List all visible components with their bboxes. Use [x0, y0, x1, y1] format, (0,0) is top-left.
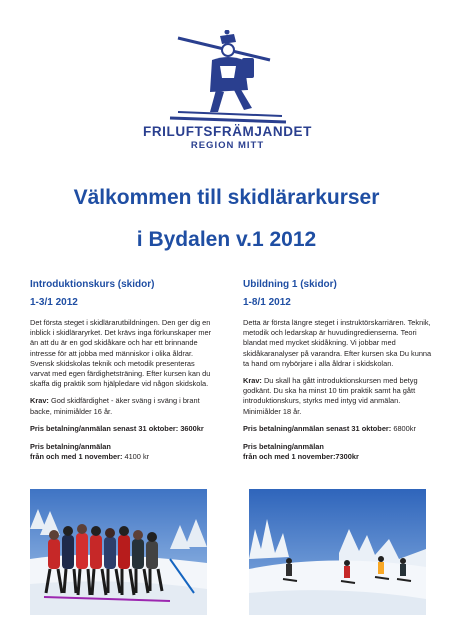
course-training-price-late [243, 442, 433, 462]
course-intro-price-early [30, 424, 213, 434]
course-training-price-late-label1: Pris betalning/anmälan [243, 442, 324, 452]
course-intro-heading: Introduktionskurs (skidor) [30, 279, 155, 290]
course-training-req-text: Du skall ha gått introduktionskursen med betyg godkänt. Du ska ha minst 10 tim praktik samt ha gått introduktionskurs, styrks med intyg vid anmälan. Minimiålder 18 år. [243, 376, 418, 416]
slope-skiers-photo [249, 489, 426, 615]
course-training-price-late-label2: från och med 1 november:7300kr [243, 452, 359, 462]
skier-mascot-icon [160, 30, 296, 130]
course-intro-price-late [30, 442, 213, 462]
course-intro-dates: 1-3/1 2012 [30, 297, 78, 308]
course-training-price-early-value: 6800kr [391, 423, 416, 433]
course-intro-req-text: God skidfärdighet - äker sväng i sväng i brant backe, minimiålder 16 år. [30, 396, 200, 416]
course-training-price-early [243, 424, 433, 434]
group-skiers-photo [30, 489, 207, 615]
course-intro-price-late-label2: från och med 1 november: [30, 452, 123, 462]
course-intro-req-label: Krav: [30, 396, 49, 406]
course-training-description: Detta är första längre steget i instruktörskarriären. Teknik, metodik och ledarskap är huvudingredienserna. Teori blandat med mycket skidåkning. Vi jobbar med skidåkaranalyser på varandra. Efter kursen ska Du kunna ta hand om nybörjare i alla åldrar i skidskolan. [243, 318, 432, 368]
org-name: FRILUFTSFRÄMJANDET [142, 124, 313, 139]
course-training-req-label: Krav: [243, 376, 262, 386]
course-training-column [243, 278, 433, 470]
course-intro-price-late-label1: Pris betalning/anmälan [30, 442, 111, 452]
page-title-line1: Välkommen till skidlärarkurser [73, 186, 380, 209]
course-training-requirements [243, 376, 433, 417]
course-training-price-early-label: Pris betalning/anmälan senast 31 oktober: [243, 423, 392, 433]
course-intro-price-late-value: 4100 kr [122, 452, 150, 462]
course-training-dates: 1-8/1 2012 [243, 297, 291, 308]
page-title-line2: i Bydalen v.1 2012 [136, 228, 317, 251]
course-intro-requirements [30, 396, 213, 416]
course-intro-column [30, 278, 213, 470]
course-training-heading: Ubildning 1 (skidor) [243, 279, 337, 290]
course-intro-price-early-label: Pris betalning/anmälan senast 31 oktober: 3600kr [30, 423, 204, 433]
course-intro-description: Det första steget i skidlärarutbildningen. Den ger dig en inblick i skidläraryrket. Det krävs inga förkunskaper mer än att du är en god skidåkare och har ett brinnande intresse för att jobba med människor i olika åldrar. Svensk skidskolas teknik och metodik presenteras varvat med egen färdighetsträning. Efter kursen kan du skaffa dig praktik som hjälpledare vid någon skidskola. [30, 318, 212, 389]
org-region: REGION MITT [190, 140, 265, 151]
